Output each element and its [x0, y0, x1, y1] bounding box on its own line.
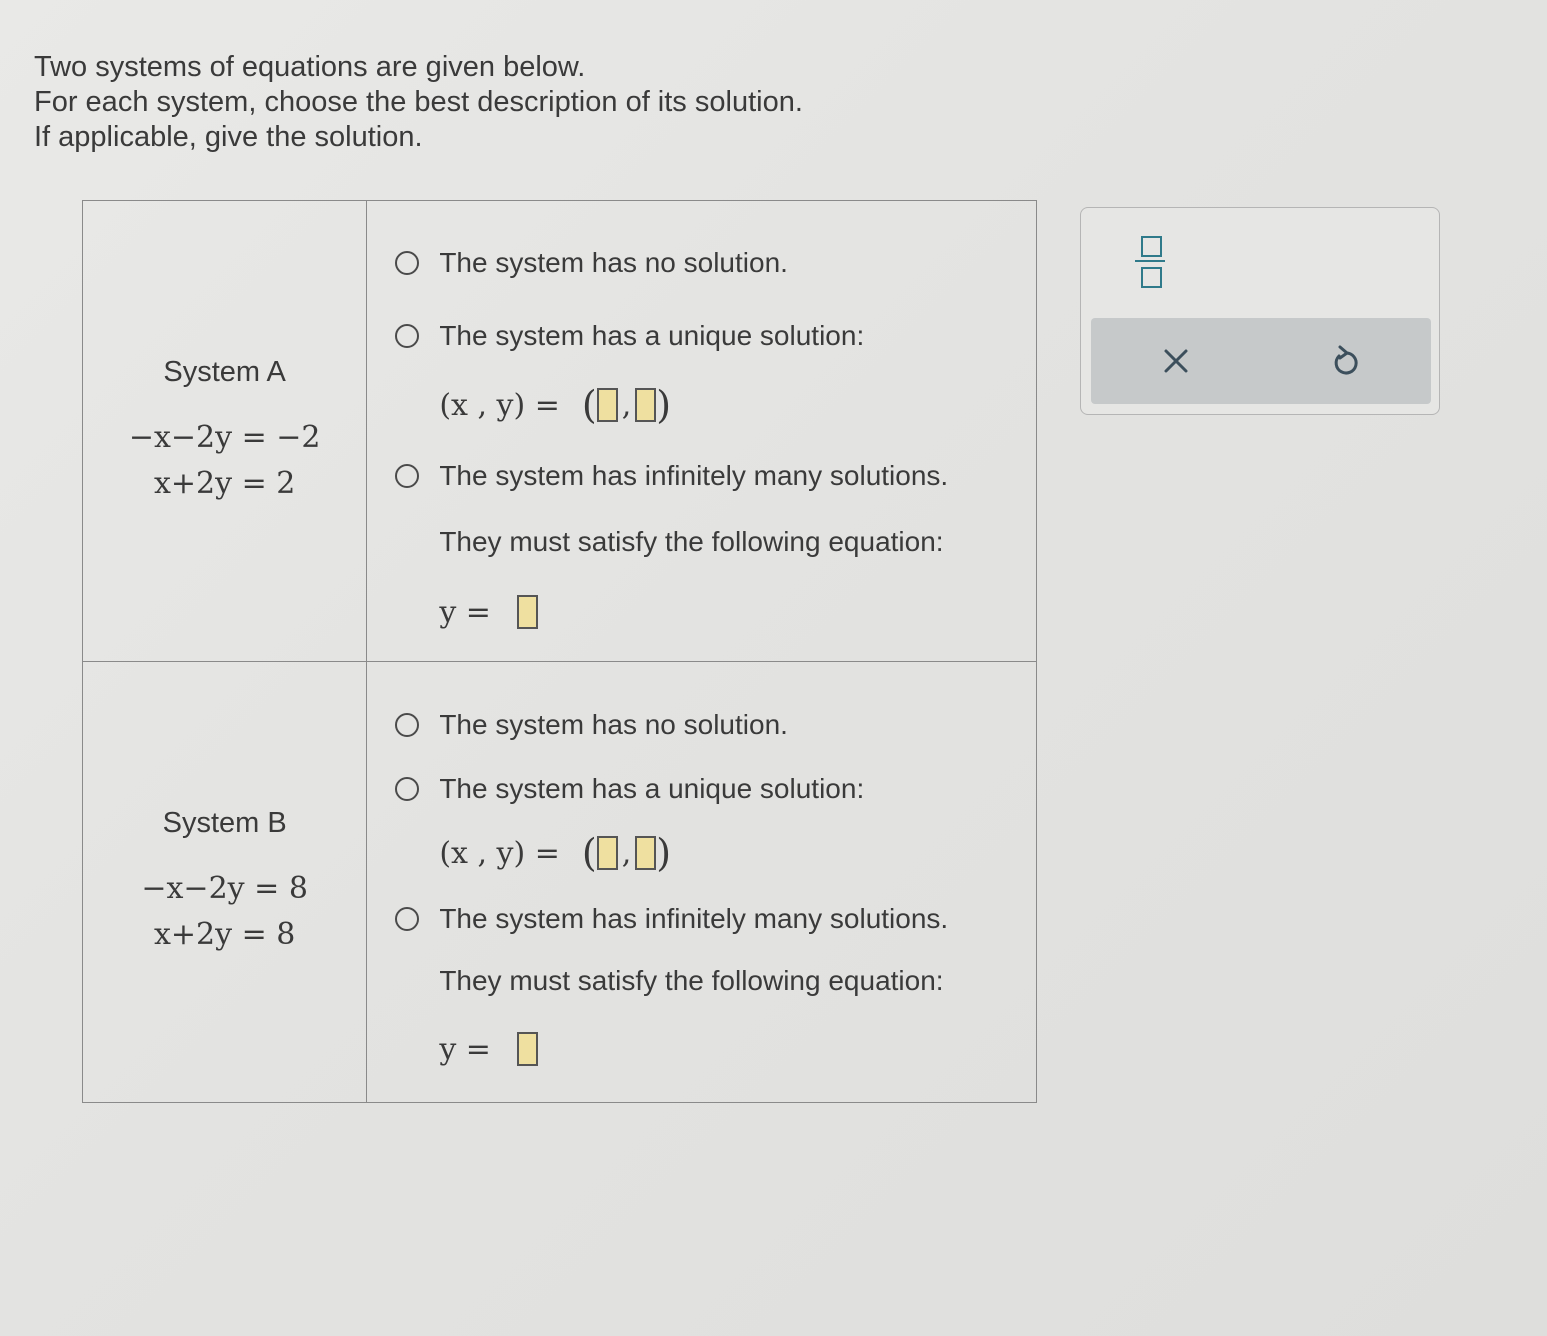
option-label: The system has infinitely many solutions.	[439, 903, 949, 934]
option-label: The system has a unique solution:	[439, 320, 865, 351]
system-a-option-infinite[interactable]	[395, 454, 1036, 498]
radio-no-solution-a[interactable]	[395, 251, 419, 275]
pair-label: (x , y) =	[439, 387, 560, 423]
system-b-cell	[83, 662, 367, 1103]
comma: ,	[621, 835, 632, 871]
system-b-pair-row	[395, 823, 1036, 883]
systems-table	[82, 200, 1037, 1103]
system-a-equation-2: x+2y = 2	[153, 465, 296, 501]
system-b-option-unique[interactable]	[395, 767, 1036, 811]
option-label: The system has infinitely many solutions.	[439, 460, 949, 491]
system-a-eq1-lhs: −x−2y	[128, 419, 233, 455]
radio-infinite-b[interactable]	[395, 907, 419, 931]
system-b-must-satisfy: They must satisfy the following equation:	[439, 965, 944, 996]
fraction-icon[interactable]	[1135, 234, 1165, 290]
input-y-equation-a[interactable]	[517, 595, 538, 629]
system-b-eq1-lhs: −x−2y	[141, 870, 245, 906]
y-label: y =	[439, 594, 491, 630]
system-a-option-unique[interactable]	[395, 314, 1036, 358]
instructions	[34, 50, 803, 155]
input-y-equation-b[interactable]	[517, 1032, 538, 1066]
instruction-line-1: Two systems of equations are given below.	[34, 51, 586, 83]
y-label: y =	[439, 1031, 491, 1067]
system-a-eq2-lhs: x+2y	[153, 465, 233, 501]
system-b-y-row	[395, 1021, 1036, 1077]
system-b-eq2-rhs: 8	[276, 916, 296, 952]
system-a-row	[83, 201, 1037, 662]
option-label: The system has no solution.	[439, 709, 788, 740]
system-a-pair-row	[395, 374, 1036, 436]
system-a-options	[367, 201, 1037, 662]
system-a-eq1-rhs: −2	[276, 419, 321, 455]
open-paren: (	[581, 831, 597, 875]
radio-unique-a[interactable]	[395, 324, 419, 348]
system-b-eq1-rhs: 8	[288, 870, 308, 906]
system-a-cell	[83, 201, 367, 662]
close-paren: )	[656, 383, 672, 427]
system-a-equation-1: −x−2y = −2	[128, 419, 321, 455]
option-label: The system has a unique solution:	[439, 773, 865, 804]
open-paren: (	[581, 383, 597, 427]
input-x-a[interactable]	[597, 388, 618, 422]
system-a-must-satisfy: They must satisfy the following equation:	[439, 526, 944, 557]
system-b-option-infinite[interactable]	[395, 897, 1036, 941]
close-paren: )	[656, 831, 672, 875]
close-icon[interactable]	[1153, 338, 1199, 384]
system-a-eq2-rhs: 2	[276, 465, 296, 501]
action-bar	[1091, 318, 1431, 404]
math-toolbar	[1080, 207, 1440, 415]
radio-infinite-a[interactable]	[395, 464, 419, 488]
system-a-title: System A	[163, 355, 286, 388]
system-b-options	[367, 662, 1037, 1103]
system-b-eq2-lhs: x+2y	[153, 916, 233, 952]
system-b-equation-2: x+2y = 8	[153, 916, 296, 952]
system-a-y-row	[395, 584, 1036, 640]
pair-label: (x , y) =	[439, 835, 560, 871]
system-b-option-no-solution[interactable]	[395, 703, 1036, 747]
undo-icon[interactable]	[1323, 338, 1369, 384]
system-b-title: System B	[162, 806, 287, 839]
radio-no-solution-b[interactable]	[395, 713, 419, 737]
input-y-b[interactable]	[635, 836, 656, 870]
system-a-option-no-solution[interactable]	[395, 238, 1036, 288]
radio-unique-b[interactable]	[395, 777, 419, 801]
instruction-line-3: If applicable, give the solution.	[34, 121, 423, 153]
system-b-row	[83, 662, 1037, 1103]
input-y-a[interactable]	[635, 388, 656, 422]
system-b-equation-1: −x−2y = 8	[141, 870, 308, 906]
comma: ,	[621, 387, 632, 423]
instruction-line-2: For each system, choose the best description of its solution.	[34, 86, 803, 118]
input-x-b[interactable]	[597, 836, 618, 870]
option-label: The system has no solution.	[439, 247, 788, 278]
